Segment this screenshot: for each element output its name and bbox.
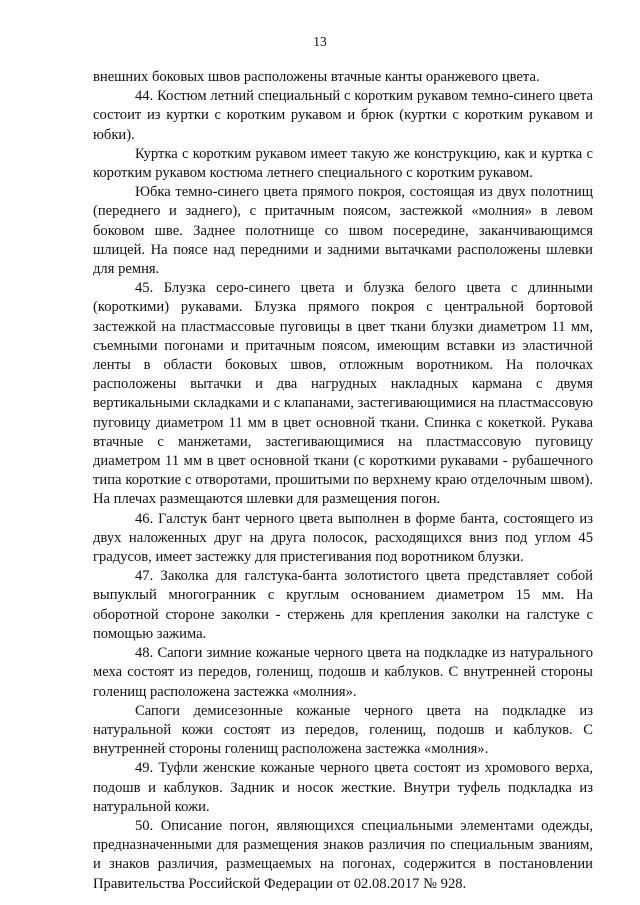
page-number: 13 (313, 34, 327, 49)
paragraph: внешних боковых швов расположены втачные канты оранжевого цвета. (93, 69, 540, 85)
paragraph: 47. Заколка для галстука-банта золотистого цвета представляет собой выпуклый многогранник с круглым основанием диаметром 15 мм. На оборотной стороне заколки - стержень для крепления заколки на галстуке с помощью зажима. (93, 568, 593, 642)
paragraph: 48. Сапоги зимние кожаные черного цвета на подкладке из натурального меха состоят из передов, голенищ, подошв и каблуков. С внутренней стороны голенищ расположена застежка «молния». (93, 645, 593, 700)
paragraph: 50. Описание погон, являющихся специальными элементами одежды, предназначенными для размещения знаков различия по специальным званиям, и знаков различия, размещаемых на погонах, содержится в постановлении Правительства Российской Федерации от 02.08.2017 № 928. (93, 817, 593, 892)
document-body (93, 68, 593, 894)
paragraph: 49. Туфли женские кожаные черного цвета состоят из хромового верха, подошв и каблуков. Задник и носок жесткие. Внутри туфель подкладка из натуральной кожи. (93, 760, 593, 815)
paragraph: Юбка темно-синего цвета прямого покроя, состоящая из двух полотнищ (переднего и заднего), с притачным поясом, застежкой «молния» в левом боковом шве. Заднее полотнище со швом посередине, заканчивающимся шлицей. На поясе над передними и задними вытачками расположены шлевки для ремня. (93, 184, 593, 278)
paragraph: 46. Галстук бант черного цвета выполнен в форме банта, состоящего из двух наложенных друг на друга полосок, расходящихся вниз под углом 45 градусов, имеет застежку для пристегивания под воротником блузки. (93, 510, 593, 566)
paragraph: 44. Костюм летний специальный с коротким рукавом темно-синего цвета состоит из куртки с коротким рукавом и брюк (куртки с коротким рукавом и юбки). (93, 88, 593, 143)
paragraph: 45. Блузка серо-синего цвета и блузка белого цвета с длинными (короткими) рукавами. Блузка прямого покроя с центральной бортовой застежкой на пластмассовые пуговицы в цвет ткани блузки диаметром 11 мм, съемными погонами и притачным поясом, имеющим вставки из эластичной ленты в области боковых швов, отложным воротником. На полочках расположены вытачки и два нагрудных накладных кармана с двумя вертикальными складками и с клапанами, застегивающимися на пластмассовую пуговицу диаметром 11 мм в цвет основной ткани. Спинка с кокеткой. Рукава втачные с манжетами, застегивающимися на пластмассовую пуговицу диаметром 11 мм в цвет основной ткани (с короткими рукавами - рубашечного типа короткие с отворотами, прошитыми по верхнему краю отделочным швом). На плечах размещаются шлевки для размещения погон. (93, 280, 593, 508)
paragraph: Куртка с коротким рукавом имеет такую же конструкцию, как и куртка с коротким рукавом костюма летнего специального с коротким рукавом. (93, 145, 593, 182)
paragraph: Сапоги демисезонные кожаные черного цвета на подкладке из натуральной кожи состоят из передов, голенищ, подошв и каблуков. С внутренней стороны голенищ расположена застежка «молния». (93, 702, 593, 758)
